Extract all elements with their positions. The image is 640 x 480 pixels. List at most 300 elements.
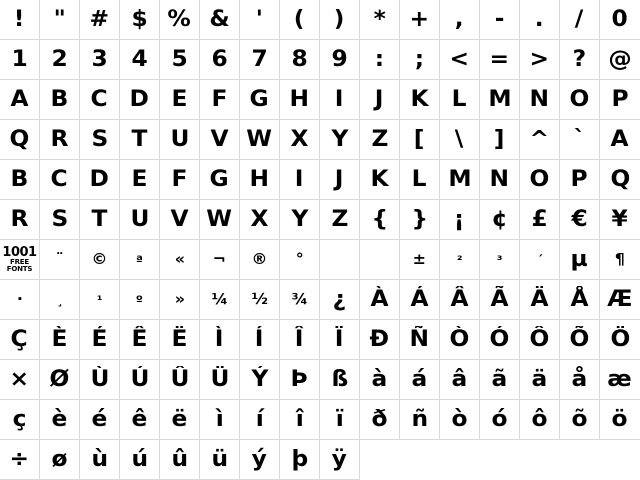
glyph-cell [320, 240, 360, 280]
glyph: G [249, 86, 270, 112]
glyph-cell [600, 0, 640, 40]
glyph: ¶ [614, 250, 626, 268]
glyph: ì [215, 406, 224, 432]
glyph-cell [600, 40, 640, 80]
glyph-cell [200, 280, 240, 320]
glyph-cell [440, 400, 480, 440]
glyph-cell [0, 0, 40, 40]
glyph-cell [560, 80, 600, 120]
glyph: å [571, 366, 588, 392]
glyph-cell [360, 240, 400, 280]
glyph: 3 [91, 46, 108, 72]
glyph-cell [160, 200, 200, 240]
glyph-cell [240, 160, 280, 200]
glyph-cell [280, 0, 320, 40]
glyph: « [174, 250, 185, 268]
glyph: ø [51, 446, 68, 472]
glyph-cell [40, 80, 80, 120]
glyph-cell [560, 160, 600, 200]
glyph-cell [280, 320, 320, 360]
glyph-cell-empty [360, 440, 400, 480]
glyph: © [91, 250, 108, 268]
glyph-cell [280, 160, 320, 200]
glyph-cell [120, 40, 160, 80]
glyph-cell [360, 160, 400, 200]
glyph-cell [480, 40, 520, 80]
glyph-cell [0, 240, 40, 280]
glyph: ¼ [211, 290, 228, 308]
glyph-cell [200, 120, 240, 160]
glyph: Q [610, 166, 630, 192]
glyph: Ó [489, 326, 510, 352]
glyph: Z [371, 126, 388, 152]
glyph-cell [520, 120, 560, 160]
glyph: ô [531, 406, 548, 432]
glyph-cell [520, 0, 560, 40]
glyph-cell [120, 200, 160, 240]
glyph-cell [200, 240, 240, 280]
glyph: Û [170, 366, 189, 392]
glyph-cell [440, 160, 480, 200]
glyph: µ [570, 246, 589, 272]
glyph-cell [600, 400, 640, 440]
glyph: ± [412, 250, 427, 268]
glyph: X [290, 126, 309, 152]
glyph: - [494, 6, 505, 32]
glyph: 8 [291, 46, 308, 72]
glyph: , [455, 6, 464, 32]
glyph-cell [320, 440, 360, 480]
glyph-cell [520, 360, 560, 400]
glyph-cell [200, 200, 240, 240]
glyph-cell [360, 280, 400, 320]
glyph: Ñ [409, 326, 430, 352]
glyph: Ü [210, 366, 229, 392]
glyph-cell [120, 440, 160, 480]
glyph: ÷ [9, 446, 30, 472]
glyph: ( [294, 6, 305, 32]
glyph-cell [120, 240, 160, 280]
glyph-cell-empty [480, 440, 520, 480]
watermark-line-2: FREE [10, 258, 29, 266]
glyph-cell [40, 280, 80, 320]
glyph-cell [280, 240, 320, 280]
glyph-cell [160, 320, 200, 360]
glyph: P [570, 166, 589, 192]
glyph-cell [40, 440, 80, 480]
glyph: ² [456, 252, 463, 267]
glyph: \ [455, 126, 464, 152]
glyph: Õ [569, 326, 590, 352]
glyph-cell [160, 160, 200, 200]
glyph-cell [160, 360, 200, 400]
glyph-cell [600, 80, 640, 120]
glyph: ´ [536, 252, 543, 267]
glyph: ! [14, 6, 25, 32]
glyph-cell-empty [600, 440, 640, 480]
glyph-cell [360, 80, 400, 120]
glyph-cell [480, 400, 520, 440]
glyph: é [91, 406, 108, 432]
glyph-cell [520, 320, 560, 360]
glyph-cell [440, 320, 480, 360]
glyph-cell [40, 0, 80, 40]
glyph-cell [560, 40, 600, 80]
glyph-cell [600, 200, 640, 240]
glyph: * [373, 6, 386, 32]
glyph: Ì [215, 326, 224, 352]
glyph: J [335, 166, 344, 192]
glyph: ä [531, 366, 548, 392]
glyph-cell [480, 320, 520, 360]
glyph: ¢ [491, 206, 508, 232]
glyph-cell [280, 400, 320, 440]
glyph-cell [400, 360, 440, 400]
glyph-cell [240, 0, 280, 40]
glyph: ç [12, 406, 27, 432]
glyph: $ [131, 6, 148, 32]
glyph: 9 [331, 46, 348, 72]
glyph-cell [200, 40, 240, 80]
glyph-cell [320, 400, 360, 440]
glyph-cell [120, 120, 160, 160]
glyph: õ [571, 406, 588, 432]
glyph: Ï [335, 326, 344, 352]
glyph: Í [255, 326, 264, 352]
glyph: ¨ [55, 250, 64, 268]
glyph-cell [520, 160, 560, 200]
glyph: W [206, 206, 233, 232]
glyph-cell [240, 360, 280, 400]
glyph-cell [320, 0, 360, 40]
glyph: ï [335, 406, 344, 432]
glyph: î [295, 406, 304, 432]
glyph-cell [480, 80, 520, 120]
glyph: ÿ [331, 446, 348, 472]
glyph-cell [200, 320, 240, 360]
glyph: { [371, 206, 388, 232]
glyph: : [374, 46, 385, 72]
glyph-cell [320, 280, 360, 320]
glyph: ª [135, 252, 144, 267]
glyph-cell [480, 360, 520, 400]
glyph-cell [600, 120, 640, 160]
glyph: K [410, 86, 429, 112]
glyph-cell [80, 40, 120, 80]
glyph-cell-empty [520, 440, 560, 480]
glyph: É [91, 326, 108, 352]
glyph-cell [440, 240, 480, 280]
glyph-cell [280, 80, 320, 120]
glyph: D [89, 166, 110, 192]
glyph-cell [480, 280, 520, 320]
glyph: Ò [449, 326, 470, 352]
glyph: X [250, 206, 269, 232]
glyph: È [51, 326, 68, 352]
glyph: ^ [529, 126, 550, 152]
glyph: Ã [490, 286, 509, 312]
glyph-cell [600, 240, 640, 280]
glyph: Æ [607, 286, 633, 312]
glyph-cell [360, 40, 400, 80]
glyph-cell [600, 320, 640, 360]
glyph-cell [400, 400, 440, 440]
glyph: N [489, 166, 510, 192]
glyph: ³ [496, 252, 503, 267]
glyph: ® [251, 250, 268, 268]
glyph: æ [607, 366, 633, 392]
glyph-cell [360, 320, 400, 360]
glyph-cell [80, 80, 120, 120]
glyph-cell [240, 400, 280, 440]
glyph: H [249, 166, 270, 192]
glyph: B [10, 166, 29, 192]
glyph: Þ [290, 366, 309, 392]
glyph: B [50, 86, 69, 112]
glyph-cell [120, 280, 160, 320]
glyph-cell [160, 400, 200, 440]
glyph-cell [200, 440, 240, 480]
glyph-cell [520, 80, 560, 120]
glyph: U [170, 126, 189, 152]
glyph: Á [410, 286, 429, 312]
glyph: 7 [251, 46, 268, 72]
glyph: þ [291, 446, 308, 472]
glyph-cell [40, 200, 80, 240]
glyph-cell [280, 280, 320, 320]
glyph: H [289, 86, 310, 112]
glyph-cell [440, 200, 480, 240]
glyph-cell [280, 40, 320, 80]
glyph: Â [450, 286, 469, 312]
glyph-cell [40, 120, 80, 160]
glyph: ¥ [611, 206, 629, 232]
glyph: T [91, 206, 108, 232]
glyph: Z [331, 206, 348, 232]
glyph-cell [80, 280, 120, 320]
glyph-cell [280, 200, 320, 240]
glyph: ¿ [332, 286, 347, 312]
glyph-cell [360, 400, 400, 440]
glyph: 1 [11, 46, 28, 72]
glyph: ú [131, 446, 148, 472]
glyph: . [535, 6, 544, 32]
glyph-cell [80, 320, 120, 360]
glyph-cell [120, 360, 160, 400]
glyph: á [411, 366, 428, 392]
glyph: ¬ [212, 250, 227, 268]
glyph: ß [331, 366, 348, 392]
glyph-cell [320, 160, 360, 200]
glyph-cell [360, 200, 400, 240]
glyph: ° [295, 250, 304, 268]
glyph: 0 [611, 6, 629, 32]
glyph: T [131, 126, 148, 152]
glyph: C [50, 166, 69, 192]
glyph: L [412, 166, 427, 192]
glyph: R [10, 206, 29, 232]
glyph-cell [40, 360, 80, 400]
glyph: Y [291, 206, 308, 232]
glyph: Q [9, 126, 30, 152]
glyph: M [447, 166, 472, 192]
glyph: D [129, 86, 150, 112]
glyph-cell [440, 280, 480, 320]
glyph-cell [560, 280, 600, 320]
glyph-cell [400, 320, 440, 360]
glyph-cell [400, 280, 440, 320]
glyph: F [211, 86, 228, 112]
glyph: / [575, 6, 584, 32]
glyph-cell [400, 200, 440, 240]
glyph-cell [0, 360, 40, 400]
glyph: S [91, 126, 108, 152]
glyph-cell [440, 0, 480, 40]
glyph: E [131, 166, 148, 192]
glyph: í [255, 406, 264, 432]
glyph-cell [520, 400, 560, 440]
glyph: Y [331, 126, 348, 152]
glyph: S [51, 206, 68, 232]
glyph-cell [0, 40, 40, 80]
glyph-cell [360, 120, 400, 160]
glyph: 2 [51, 46, 68, 72]
glyph-cell [240, 280, 280, 320]
glyph-cell [240, 200, 280, 240]
glyph: À [370, 286, 389, 312]
glyph: ; [414, 46, 425, 72]
glyph: Ä [530, 286, 549, 312]
glyph-cell-empty [560, 440, 600, 480]
glyph-cell [80, 160, 120, 200]
glyph-cell [160, 0, 200, 40]
glyph: ? [572, 46, 587, 72]
glyph-cell [560, 0, 600, 40]
glyph-cell [40, 320, 80, 360]
glyph: G [209, 166, 230, 192]
glyph: ¸ [56, 292, 63, 307]
glyph: ` [573, 126, 586, 152]
glyph-cell [80, 360, 120, 400]
glyph: Ç [10, 326, 29, 352]
glyph-cell [80, 400, 120, 440]
glyph-cell [560, 400, 600, 440]
glyph-cell [480, 200, 520, 240]
glyph: · [16, 290, 23, 308]
glyph: U [130, 206, 149, 232]
glyph: Î [295, 326, 304, 352]
glyph-cell [40, 240, 80, 280]
glyph: Ô [529, 326, 550, 352]
glyph: Å [570, 286, 589, 312]
glyph: ] [494, 126, 505, 152]
glyph-cell [0, 80, 40, 120]
glyph: } [411, 206, 428, 232]
glyph: ¹ [96, 292, 103, 307]
glyph-cell [400, 0, 440, 40]
glyph: ) [334, 6, 345, 32]
glyph: A [610, 126, 630, 152]
glyph: P [611, 86, 629, 112]
glyph: ö [611, 406, 629, 432]
glyph-cell [200, 400, 240, 440]
glyph-cell [440, 40, 480, 80]
glyph-cell [80, 240, 120, 280]
glyph: K [370, 166, 389, 192]
glyph-cell [120, 0, 160, 40]
glyph-cell-empty [440, 440, 480, 480]
glyph-cell [600, 280, 640, 320]
glyph-cell [400, 120, 440, 160]
glyph-cell [120, 320, 160, 360]
glyph: Ð [369, 326, 390, 352]
glyph: C [90, 86, 109, 112]
glyph-cell [520, 240, 560, 280]
glyph: ù [91, 446, 108, 472]
glyph: J [375, 86, 384, 112]
glyph: & [209, 6, 230, 32]
glyph-cell [40, 160, 80, 200]
glyph: ê [131, 406, 148, 432]
glyph: F [171, 166, 188, 192]
glyph: [ [414, 126, 425, 152]
glyph-cell [200, 160, 240, 200]
glyph-cell [0, 400, 40, 440]
glyph: " [53, 6, 66, 32]
glyph-cell [560, 360, 600, 400]
glyph-cell [160, 120, 200, 160]
glyph: û [171, 446, 188, 472]
glyph: W [246, 126, 273, 152]
glyph: O [569, 86, 590, 112]
glyph-cell [240, 440, 280, 480]
glyph-cell [560, 240, 600, 280]
glyph: + [409, 6, 430, 32]
glyph-cell [480, 120, 520, 160]
glyph: = [489, 46, 510, 72]
glyph-cell [0, 120, 40, 160]
glyph: º [135, 292, 144, 307]
glyph-cell [200, 0, 240, 40]
glyph: % [167, 6, 192, 32]
glyph-cell [560, 200, 600, 240]
glyph-cell [40, 40, 80, 80]
glyph-cell [320, 120, 360, 160]
glyph-cell [400, 80, 440, 120]
glyph-cell [480, 0, 520, 40]
glyph: ¡ [454, 206, 465, 232]
glyph-cell [160, 280, 200, 320]
glyph: < [449, 46, 470, 72]
glyph: ð [371, 406, 388, 432]
glyph-cell [600, 160, 640, 200]
glyph-cell [40, 400, 80, 440]
glyph: ã [491, 366, 508, 392]
glyph: ò [451, 406, 468, 432]
glyph: @ [608, 46, 632, 72]
glyph-cell [0, 160, 40, 200]
glyph: Ö [610, 326, 630, 352]
glyph-cell [440, 80, 480, 120]
glyph-cell [160, 240, 200, 280]
watermark-logo [3, 246, 37, 274]
glyph: E [171, 86, 188, 112]
glyph-cell [240, 240, 280, 280]
glyph-cell [240, 120, 280, 160]
glyph-cell [320, 200, 360, 240]
glyph: V [170, 206, 189, 232]
glyph: ó [491, 406, 508, 432]
